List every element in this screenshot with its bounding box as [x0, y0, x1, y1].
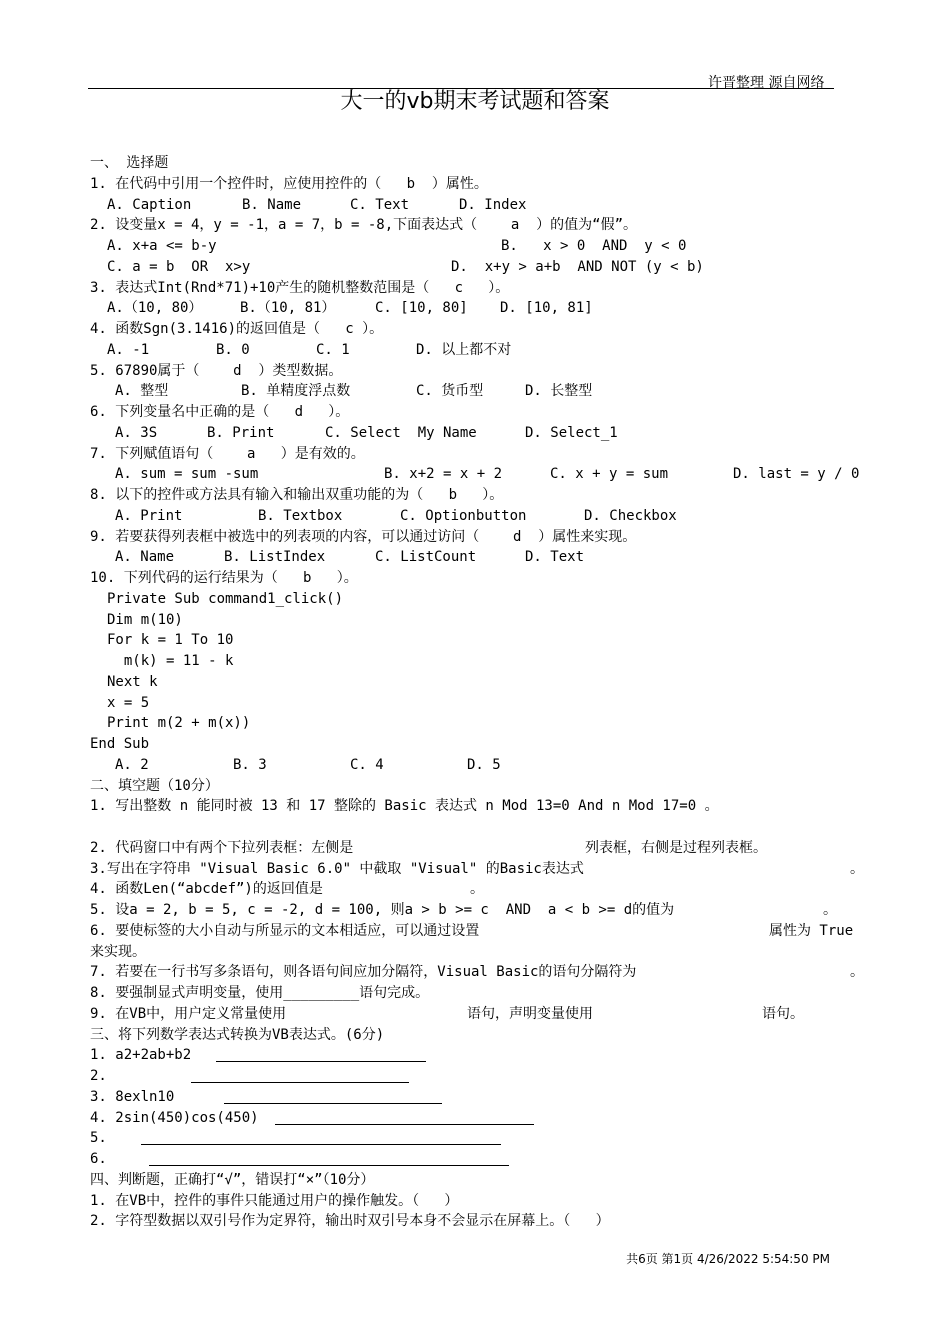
expression-label: 6.: [90, 1151, 107, 1167]
options-row: [90, 298, 865, 319]
answer-blank[interactable]: [191, 1068, 409, 1083]
option-c: C. a = b OR x>y: [107, 258, 251, 275]
question-text: 列表框，右侧是过程列表框。: [585, 839, 767, 856]
section-heading: [90, 1025, 865, 1046]
question-text: 语句，声明变量使用: [467, 1005, 593, 1022]
question: [90, 444, 865, 465]
section-heading: [90, 153, 865, 174]
options-row: [90, 755, 865, 776]
question: [90, 568, 865, 589]
expression-label: 5.: [90, 1130, 107, 1147]
option-c: C. 4: [350, 756, 384, 773]
option-d: D. Select_1: [525, 424, 618, 441]
option-a: A. -1: [107, 341, 150, 358]
code-text: m(k) = 11 - k: [107, 653, 234, 669]
option-d: D. 以上都不对: [416, 341, 512, 358]
option-c: C. 1: [316, 341, 350, 358]
code-line: [90, 672, 865, 693]
expression-item: [90, 1149, 865, 1170]
page-title: 大一的vb期末考试题和答案: [340, 89, 610, 114]
fill-question: [90, 900, 865, 921]
question-text: 4. 函数Len(“abcdef”)的返回值是: [90, 881, 323, 898]
option-c: C. Select My Name: [325, 424, 477, 441]
answer-blank[interactable]: [224, 1089, 442, 1104]
fill-question: [90, 942, 865, 963]
options-row: [90, 236, 865, 257]
question-text: 语句。: [762, 1005, 804, 1022]
option-d: D. Index: [459, 196, 527, 213]
question-text: 10. 下列代码的运行结果为（ b ）。: [90, 570, 358, 586]
code-text: For k = 1 To 10: [107, 632, 234, 649]
option-c: C. ListCount: [375, 549, 477, 566]
question-text: 3. 表达式Int(Rnd*71)+10产生的随机整数范围是（ c ）。: [90, 279, 510, 296]
question-text: 3.写出在字符串 "Visual Basic 6.0" 中截取 "Visual" 的Basic表达式: [90, 860, 584, 877]
fill-question: [90, 983, 865, 1004]
code-line: [90, 651, 865, 672]
options-row: [90, 506, 865, 527]
question-text: 9. 若要获得列表框中被选中的列表项的内容，可以通过访问（ d ）属性来实现。: [90, 528, 637, 545]
question-text: 。: [850, 964, 864, 981]
option-b: B.（10, 81）: [240, 300, 336, 317]
code-line: [90, 589, 865, 610]
fill-question: [90, 962, 865, 983]
option-d: D. 长整型: [525, 383, 593, 400]
question-text: 5. 设a = 2, b = 5, c = -2, d = 100, 则a > b >= c AND a < b >= d的值为: [90, 902, 675, 918]
options-row: [90, 423, 865, 444]
option-d: D. [10, 81]: [500, 300, 593, 317]
fill-question: [90, 1004, 865, 1025]
section-4-heading: 四、判断题，正确打“√”，错误打“×”（10分）: [90, 1171, 375, 1188]
question-text: 1. 在代码中引用一个控件时，应使用控件的（ b ）属性。: [90, 175, 488, 192]
question-text: 6. 下列变量名中正确的是（ d ）。: [90, 404, 350, 420]
fill-question: [90, 859, 865, 880]
code-line: [90, 610, 865, 631]
question: [90, 319, 865, 340]
section-heading: [90, 1170, 865, 1191]
answer-blank[interactable]: [216, 1047, 426, 1062]
options-row: [90, 464, 865, 485]
question-text: 。: [470, 881, 484, 898]
question-text: 属性为 True: [769, 922, 854, 939]
option-b: B. x+2 = x + 2: [384, 466, 503, 483]
options-row: [90, 257, 865, 278]
question-text: 2. 设变量x = 4，y = -1，a = 7，b = -8,下面表达式（ a ）的值为“假”。: [90, 217, 638, 234]
option-c: C. Text: [350, 196, 410, 213]
option-b: B. 单精度浮点数: [241, 383, 351, 400]
option-a: A. 3S: [115, 424, 158, 441]
section-heading: [90, 776, 865, 797]
option-b: B. x > 0 AND y < 0: [501, 238, 687, 254]
code-line: [90, 734, 865, 755]
option-b: B. Print: [207, 424, 275, 441]
expression-item: [90, 1128, 865, 1149]
judge-question: [90, 1211, 865, 1232]
fill-question: 1. 写出整数 n 能同时被 13 和 17 整除的 Basic 表达式 n Mod 13=0 And n Mod 17=0 。: [90, 798, 719, 815]
code-text: Dim m(10): [107, 611, 183, 628]
question-text: 8. 以下的控件或方法具有输入和输出双重功能的为（ b ）。: [90, 487, 504, 503]
page-footer: 共6页 第1页 4/26/2022 5:54:50 PM: [626, 1252, 830, 1266]
question: [90, 402, 865, 423]
option-c: C. Optionbutton: [400, 507, 527, 524]
question-text: 8. 要强制显式声明变量，使用_________语句完成。: [90, 985, 430, 1001]
expression-item: [90, 1045, 865, 1066]
code-text: Print m(2 + m(x)): [107, 715, 251, 732]
code-text: End Sub: [90, 736, 150, 752]
option-a: A.（10, 80）: [107, 300, 203, 317]
question-text: 。: [850, 860, 864, 877]
question-text: 6. 要使标签的大小自动与所显示的文本相适应，可以通过设置: [90, 922, 480, 939]
fill-question: [90, 921, 865, 942]
question: [90, 278, 865, 299]
option-a: A. sum = sum -sum: [115, 466, 259, 483]
option-a: A. Print: [115, 507, 183, 524]
option-b: B. 3: [233, 756, 267, 773]
options-row: [90, 195, 865, 216]
code-text: Next k: [107, 673, 158, 690]
option-b: B. ListIndex: [224, 549, 326, 566]
question-text: 来实现。: [90, 943, 146, 960]
code-line: [90, 693, 865, 714]
judge-question: [90, 1191, 865, 1212]
question-text: 7. 下列赋值语句（ a ）是有效的。: [90, 445, 365, 462]
option-c: C. 货币型: [416, 383, 484, 400]
option-d: D. last = y / 0: [733, 466, 860, 483]
fill-question: [90, 879, 865, 900]
question: [90, 361, 865, 382]
code-text: x = 5: [107, 694, 150, 711]
question-text: 5. 67890属于（ d ）类型数据。: [90, 362, 343, 379]
options-row: [90, 340, 865, 361]
answer-blank[interactable]: [275, 1110, 534, 1125]
option-b: B. Name: [242, 196, 302, 213]
question-text: 。: [823, 902, 837, 918]
question-text: 1. 在VB中，控件的事件只能通过用户的操作触发。（ ）: [90, 1192, 459, 1209]
question-text: 2. 代码窗口中有两个下拉列表框：左侧是: [90, 839, 354, 856]
expression-item: [90, 1087, 865, 1108]
option-a: A. 2: [115, 756, 149, 773]
option-a: A. Name: [115, 549, 175, 566]
option-d: D. Checkbox: [584, 507, 677, 524]
question: [90, 527, 865, 548]
question-text: 9. 在VB中，用户定义常量使用: [90, 1005, 287, 1022]
option-c: C. x + y = sum: [550, 466, 669, 483]
header-note: 许晋整理 源自网络: [708, 75, 825, 91]
code-text: Private Sub command1_click(): [107, 590, 344, 607]
options-row: [90, 381, 865, 402]
question-text: 2. 字符型数据以双引号作为定界符，输出时双引号本身不会显示在屏幕上。（ ）: [90, 1213, 610, 1230]
fill-question: [90, 838, 865, 859]
options-row: [90, 547, 865, 568]
option-d: D. x+y > a+b AND NOT (y < b): [451, 258, 704, 275]
code-line: [90, 713, 865, 734]
option-b: B. Textbox: [258, 507, 343, 524]
option-a: A. 整型: [115, 383, 169, 400]
question: [90, 215, 865, 236]
exam-content: [90, 153, 865, 1232]
answer-blank[interactable]: [141, 1130, 501, 1145]
option-a: A. Caption: [107, 196, 192, 213]
expression-label: 3. 8exln10: [90, 1088, 175, 1105]
expression-item: [90, 1108, 865, 1129]
option-a: A. x+a <= b-y: [107, 238, 217, 254]
question-text: 4. 函数Sgn(3.1416)的返回值是（ c ）。: [90, 321, 384, 337]
section-2-heading: 二、填空题（10分）: [90, 777, 219, 794]
question-text: 7. 若要在一行书写多条语句，则各语句间应加分隔符，Visual Basic的语句分隔符为: [90, 964, 637, 981]
question: [90, 485, 865, 506]
option-b: B. 0: [216, 341, 250, 358]
option-d: D. 5: [467, 756, 501, 773]
expression-label: 4. 2sin(450)cos(450): [90, 1109, 259, 1126]
question: [90, 174, 865, 195]
expression-label: 1. a2+2ab+b2: [90, 1047, 192, 1064]
option-c: C. [10, 80]: [375, 300, 468, 317]
section-1-heading: 一、 选择题: [90, 155, 169, 171]
option-d: D. Text: [525, 549, 585, 566]
code-line: [90, 630, 865, 651]
answer-blank[interactable]: [149, 1151, 509, 1166]
expression-label: 2.: [90, 1068, 107, 1084]
expression-item: [90, 1066, 865, 1087]
section-3-heading: 三、将下列数学表达式转换为VB表达式。(6分): [90, 1026, 385, 1043]
